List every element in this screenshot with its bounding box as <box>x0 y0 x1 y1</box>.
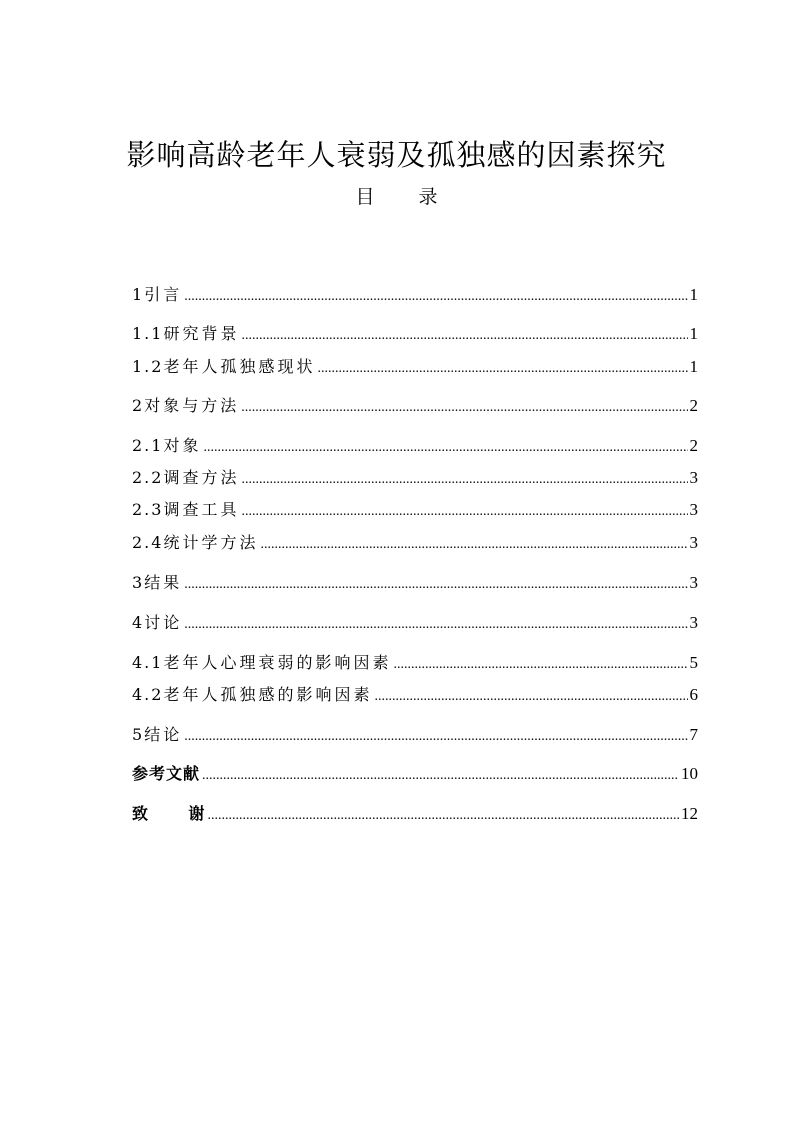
toc-entry-number: 4.1 <box>132 653 164 672</box>
toc-leader-dots <box>184 285 687 309</box>
toc-leader-dots <box>207 804 679 828</box>
toc-entry-label: 老年人孤独感现状 <box>163 357 316 376</box>
toc-heading-char-2: 录 <box>418 186 438 208</box>
toc-entry-label: 调查方法 <box>163 468 240 487</box>
toc-leader-dots <box>202 764 679 788</box>
toc-leader-dots <box>241 500 687 524</box>
toc-entry-psych-frailty-factors[interactable] <box>132 651 698 675</box>
toc-entry-label: 统计学方法 <box>163 533 259 552</box>
toc-entry-label: 致 谢 <box>132 804 206 823</box>
toc-entry-label: 老年人孤独感的影响因素 <box>163 685 373 704</box>
toc-entry-page: 3 <box>689 500 698 519</box>
toc-entry-statistical-methods[interactable] <box>132 531 698 555</box>
toc-entry-conclusion[interactable] <box>132 723 698 747</box>
toc-entry-results[interactable] <box>132 571 698 595</box>
toc-entry-label: 引言 <box>144 285 183 304</box>
toc-entry-survey-methods[interactable] <box>132 466 698 490</box>
toc-entry-page: 7 <box>689 725 698 744</box>
toc-entry-number: 2.1 <box>132 436 164 455</box>
toc-entry-page: 5 <box>689 653 698 672</box>
toc-entry-introduction[interactable] <box>132 283 698 307</box>
toc-entry-label: 研究背景 <box>163 324 240 343</box>
toc-entry-label: 对象 <box>163 436 202 455</box>
toc-entry-page: 2 <box>689 396 698 415</box>
toc-entry-number: 1.1 <box>132 324 164 343</box>
toc-heading <box>0 185 793 209</box>
toc-entry-label: 结论 <box>144 725 183 744</box>
toc-entry-survey-tools[interactable] <box>132 498 698 522</box>
toc-leader-dots <box>184 725 687 749</box>
toc-leader-dots <box>260 533 687 557</box>
toc-entry-page: 2 <box>689 436 698 455</box>
toc-entry-acknowledgements[interactable] <box>132 802 698 826</box>
toc-entry-subjects-methods[interactable] <box>132 394 698 418</box>
toc-entry-number: 4 <box>132 613 145 632</box>
toc-entry-label: 结果 <box>144 573 183 592</box>
toc-entry-number: 2.4 <box>132 533 164 552</box>
toc-leader-dots <box>317 357 687 381</box>
toc-entry-references[interactable] <box>132 762 698 786</box>
toc-entry-label: 参考文献 <box>132 764 201 783</box>
toc-leader-dots <box>241 396 687 420</box>
toc-entry-page: 3 <box>689 468 698 487</box>
toc-entry-label: 讨论 <box>144 613 183 632</box>
toc-entry-number: 2.2 <box>132 468 164 487</box>
toc-entry-label: 老年人心理衰弱的影响因素 <box>163 653 392 672</box>
toc-leader-dots <box>374 685 687 709</box>
toc-entry-discussion[interactable] <box>132 611 698 635</box>
toc-entry-number: 3 <box>132 573 145 592</box>
toc-entry-page: 12 <box>681 804 698 823</box>
toc-entry-page: 1 <box>689 357 698 376</box>
toc-entry-page: 3 <box>689 573 698 592</box>
toc-entry-label: 对象与方法 <box>144 396 240 415</box>
toc-entry-number: 1.2 <box>132 357 164 376</box>
toc-leader-dots <box>184 613 687 637</box>
toc-entry-label: 调查工具 <box>163 500 240 519</box>
toc-entry-loneliness-status[interactable] <box>132 355 698 379</box>
toc-entry-page: 10 <box>681 764 698 783</box>
toc-entry-number: 4.2 <box>132 685 164 704</box>
toc-entry-page: 3 <box>689 613 698 632</box>
toc-entry-page: 1 <box>689 285 698 304</box>
toc-entry-number: 2 <box>132 396 145 415</box>
toc-leader-dots <box>241 324 687 348</box>
toc-leader-dots <box>184 573 687 597</box>
toc-entry-subjects[interactable] <box>132 434 698 458</box>
toc-entry-page: 1 <box>689 324 698 343</box>
document-title: 影响高龄老年人衰弱及孤独感的因素探究 <box>126 138 667 172</box>
toc-entry-research-background[interactable] <box>132 322 698 346</box>
toc-leader-dots <box>393 653 687 677</box>
toc-entry-loneliness-factors[interactable] <box>132 683 698 707</box>
toc-heading-char-1: 目 <box>355 186 375 208</box>
toc-entry-number: 2.3 <box>132 500 164 519</box>
toc-entry-number: 1 <box>132 285 145 304</box>
toc-entry-number: 5 <box>132 725 145 744</box>
toc-leader-dots <box>203 436 687 460</box>
toc-entry-page: 3 <box>689 533 698 552</box>
toc-leader-dots <box>241 468 687 492</box>
toc-entry-page: 6 <box>689 685 698 704</box>
